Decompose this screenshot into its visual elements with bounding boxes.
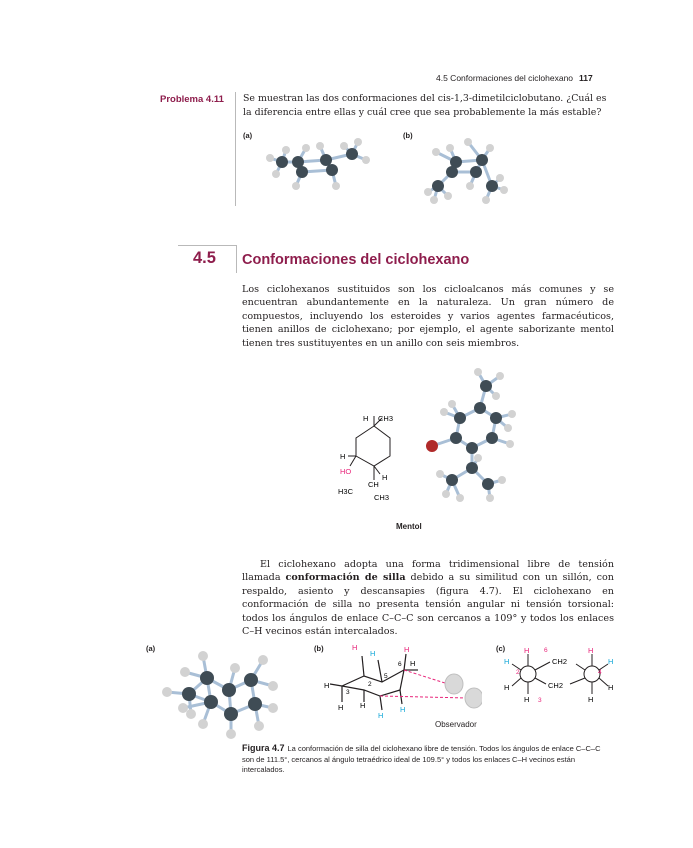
header-section: 4.5 Conformaciones del ciclohexano [436, 73, 574, 83]
newman-num-4: 4 [598, 669, 602, 676]
chair-h-4: H [410, 659, 416, 668]
paragraph-2-a: El ciclohexano adopta una forma tridimensional libre de tensión llamada [242, 559, 614, 584]
menthol-caption: Mentol [396, 522, 422, 531]
dimethylcyclobutane-model-b [420, 134, 520, 210]
dimethylcyclobutane-model-a [260, 134, 380, 198]
problem-label-b: (b) [403, 131, 413, 140]
newman-h-5: H [588, 646, 594, 655]
menthol-ch3-bottom: CH3 [374, 493, 390, 502]
newman-h-7: H [608, 683, 614, 692]
menthol-ball-stick-model [416, 362, 522, 512]
chair-num-3: 5 [384, 673, 388, 680]
menthol-ch: CH [368, 480, 379, 489]
menthol-h3c: H3C [338, 487, 354, 496]
chair-h-3: H [404, 645, 410, 654]
newman-h-6: H [608, 657, 614, 666]
figure-label-b: (b) [314, 644, 324, 653]
chair-h-8: H [360, 701, 366, 710]
newman-h-3: H [504, 683, 510, 692]
newman-h-2: H [504, 657, 510, 666]
menthol-h-right: H [382, 473, 388, 482]
problem-label-a: (a) [243, 131, 253, 140]
paragraph-1: Los ciclohexanos sustituidos son los cicloalcanos más comunes y se encuentran abundantemente en la naturaleza. Un gran número de compuestos, incluyendo los esteroides y varios agentes farmacéuticos, tienen anillos de ciclohexano; por ejemplo, el agente saborizante mentol tienen tres sustituyentes en un anillo con seis miembros. [242, 284, 614, 349]
newman-h-8: H [588, 695, 594, 704]
oxygen-atom [426, 440, 438, 452]
section-number: 4.5 [193, 249, 216, 267]
menthol-ch3-top: CH3 [378, 414, 394, 423]
menthol-h-left: H [340, 452, 346, 461]
paragraph-2-b: debido a su similitud con un sillón, con respaldo, asiento y descansapies (figura 4.7). El ciclohexano en conformación de silla no presenta tensión angular ni tensión torsional: todos los ángulos de enlace C–C–C son cercanos a 109° y todos los enlaces C–H vecinos están intercalados. [242, 572, 614, 638]
section-rule [178, 245, 236, 246]
paragraph-2 [242, 558, 614, 638]
chair-h-5: H [324, 681, 330, 690]
figure-caption [242, 743, 614, 776]
newman-ch2-top: CH2 [552, 657, 568, 666]
figure-caption-title: Figura 4.7 [242, 743, 285, 753]
newman-num-6: 6 [544, 647, 548, 654]
section-vrule [236, 245, 237, 273]
chair-num-1: 3 [346, 689, 350, 696]
chair-num-2: 2 [368, 681, 372, 688]
running-header [436, 73, 593, 83]
newman-ch2-bottom: CH2 [548, 681, 564, 690]
newman-num-3: 3 [538, 697, 542, 704]
figure-label-a: (a) [146, 644, 156, 653]
menthol-skeletal-structure [334, 408, 406, 506]
problem-text: Se muestran las dos conformaciones del cis-1,3-dimetilciclobutano. ¿Cuál es la diferencia entre ellas y cuál cree que sea probablemente la más estable? [243, 93, 607, 118]
newman-h-4: H [524, 695, 530, 704]
chair-h-1: H [352, 643, 358, 652]
menthol-ho: HO [340, 467, 352, 476]
chair-h-2: H [370, 649, 376, 658]
chair-num-4: 6 [398, 661, 402, 668]
cyclohexane-newman-projection [500, 644, 618, 704]
menthol-h-top: H [363, 414, 369, 423]
chair-h-7: H [378, 711, 384, 720]
chair-h-9: H [400, 705, 406, 714]
newman-num-2: 2 [516, 669, 520, 676]
figure-caption-text: La conformación de silla del ciclohexano libre de tensión. Todos los ángulos de enlace C–C–C son de 111.5°, cercanos al ángulo tetraédrico ideal de 109.5° y todos los enlaces C–H vecinos están intercalados. [242, 744, 601, 774]
figure-label-c: (c) [496, 644, 506, 653]
problem-label: Problema 4.11 [160, 94, 224, 105]
term-chair-conformation: conformación de silla [285, 572, 406, 584]
observer-label: Observador [435, 720, 477, 729]
page-number: 117 [579, 73, 593, 83]
cyclohexane-chair-drawing [322, 640, 482, 722]
section-title: Conformaciones del ciclohexano [242, 252, 470, 268]
cyclohexane-chair-model [155, 644, 285, 740]
problem-rule [235, 92, 236, 206]
newman-h-1: H [524, 646, 530, 655]
chair-h-6: H [338, 703, 344, 712]
